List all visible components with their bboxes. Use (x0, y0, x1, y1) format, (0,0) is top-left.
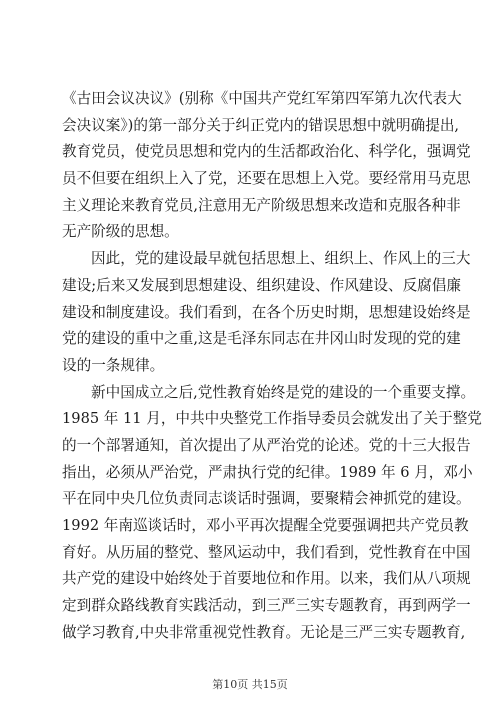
text-line: 定到群众路线教育实践活动，到三严三实专题教育，再到两学一 (62, 597, 471, 615)
text-line: 的一个部署通知，首次提出了从严治党的论述。党的十三大报告 (62, 436, 471, 454)
paragraph-2 (62, 246, 471, 379)
text-line: 会决议案》)的第一部分关于纠正党内的错误思想中就明确提出, (62, 116, 460, 134)
page-footer (0, 676, 500, 692)
body-text (62, 86, 482, 646)
text-line: 指出，必须从严治党，严肃执行党的纪律。1989 年 6 月，邓小 (62, 463, 473, 481)
text-line: 主义理论来教育党员,注意用无产阶级思想来改造和克服各种非 (62, 196, 461, 214)
text-line: 1992 年南巡谈话时，邓小平再次提醒全党要强调把共产党员教 (62, 517, 469, 534)
text-line: 做学习教育,中央非常重视党性教育。无论是三严三实专题教育, (62, 623, 466, 641)
text-line: 1985 年 11 月，中共中央整党工作指导委员会就发出了关于整党 (62, 410, 482, 428)
page-number: 第10页 共15页 (212, 678, 288, 691)
text-line: 育好。从历届的整党、整风运动中，我们看到，党性教育在中国 (62, 543, 471, 561)
text-line: 教育党员，使党员思想和党内的生活都政治化、科学化，强调党 (62, 143, 471, 161)
text-line: 党的建设的重中之重,这是毛泽东同志在井冈山时发现的党的建 (62, 330, 461, 348)
text-line: 员不但要在组织上入了党，还要在思想上入党。要经常用马克思 (62, 170, 471, 188)
text-line: 建设和制度建设。我们看到，在各个历史时期，思想建设始终是 (62, 303, 471, 321)
text-line: 无产阶级的思想。 (62, 223, 179, 241)
text-line: 共产党的建设中始终处于首要地位和作用。以来，我们从八项规 (62, 570, 471, 588)
text-line: 平在同中央几位负责同志谈话时强调，要聚精会神抓党的建设。 (62, 490, 471, 508)
text-line: 建设;后来又发展到思想建设、组织建设、作风建设、反腐倡廉 (62, 276, 461, 294)
text-line: 新中国成立之后,党性教育始终是党的建设的一个重要支撑。 (91, 383, 476, 401)
text-line: 因此，党的建设最早就包括思想上、组织上、作风上的三大 (91, 250, 471, 268)
paragraph-3 (62, 380, 482, 647)
text-line: 设的一条规律。 (62, 356, 165, 374)
paragraph-1 (62, 86, 471, 246)
text-line: 《古田会议决议》(别称《中国共产党红军第四军第九次代表大 (62, 90, 462, 107)
